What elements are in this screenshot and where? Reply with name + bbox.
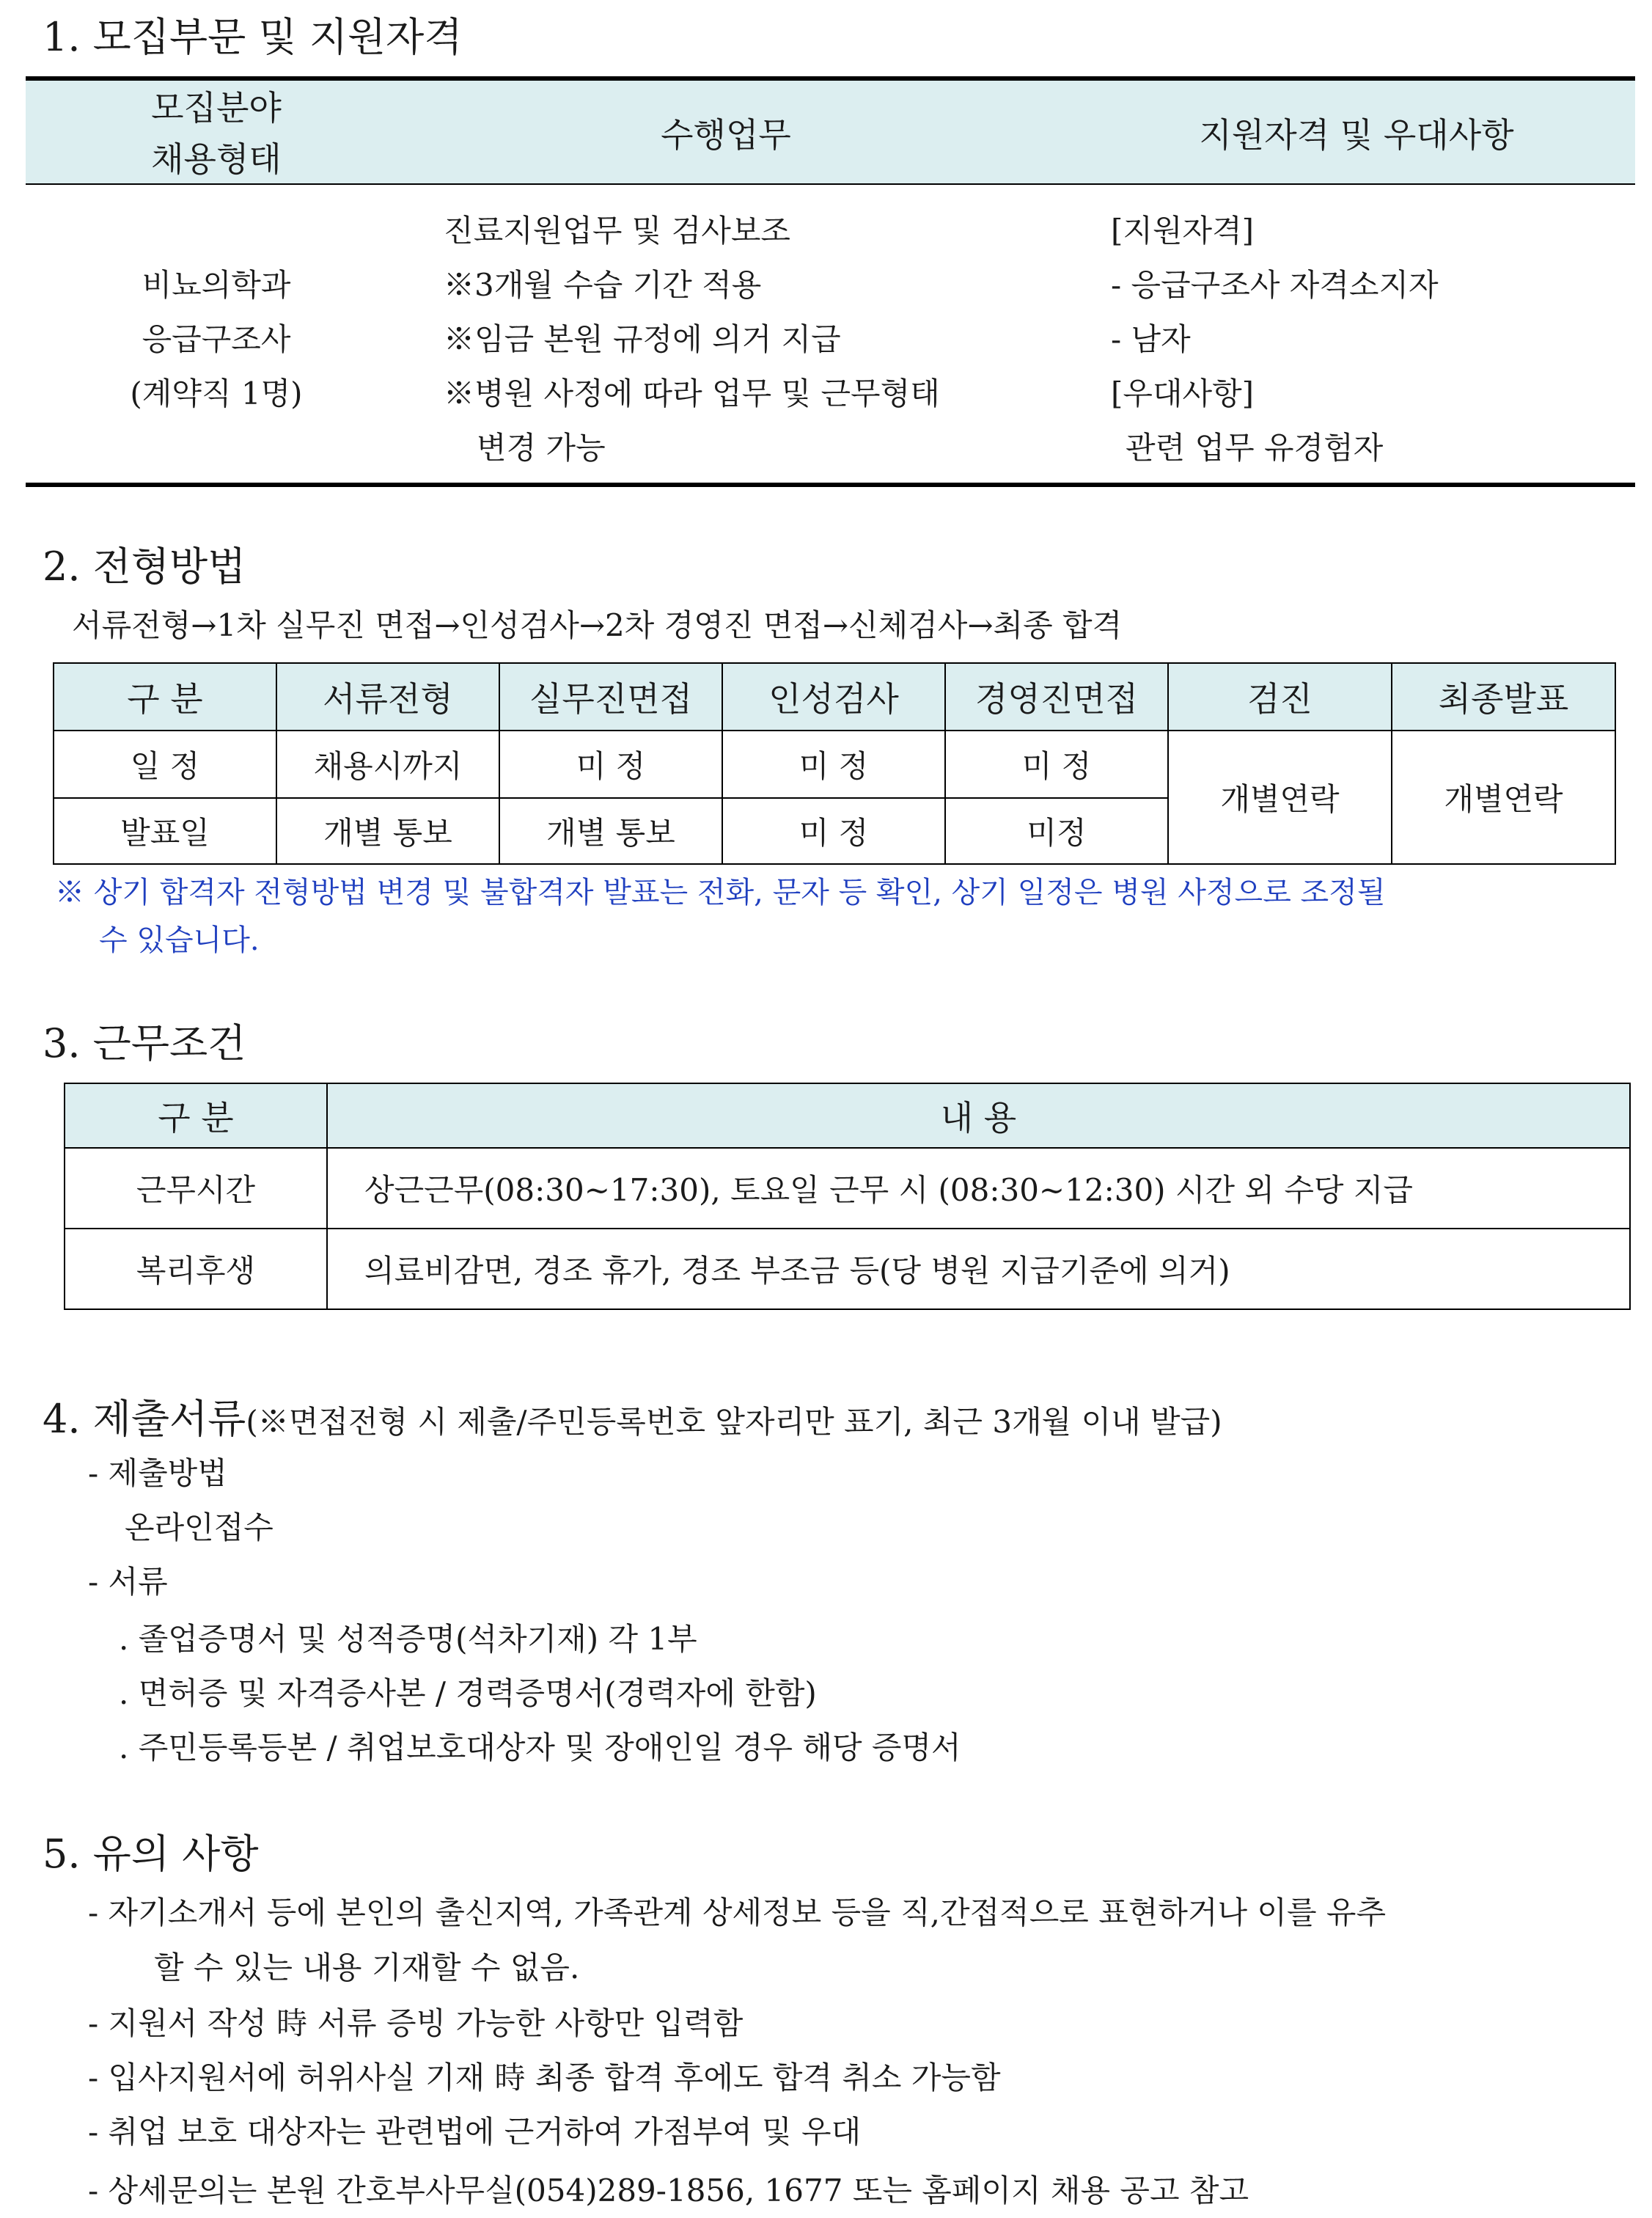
table3-label: 근무시간 <box>65 1148 327 1229</box>
table3-header-row <box>65 1083 1630 1148</box>
table2-cell: 채용시까지 <box>276 731 499 798</box>
table2-cell: 개별 통보 <box>276 798 499 864</box>
table2-header-row <box>54 663 1615 731</box>
caution-list <box>88 1996 1249 2218</box>
table2-cell: 미 정 <box>722 798 945 864</box>
table1-header-duties: 수행업무 <box>661 115 791 155</box>
field-dept: 비뇨의학과 <box>142 267 291 303</box>
table3-label: 복리후생 <box>65 1229 327 1309</box>
table2-cell: 발표일 <box>54 798 276 864</box>
caution-item: - 입사지원서에 허위사실 기재 時 최종 합격 후에도 합격 취소 가능함 <box>88 2060 1001 2096</box>
header-field-line2: 채용형태 <box>151 139 282 179</box>
table2-header-staff-interview: 실무진면접 <box>499 663 722 731</box>
header-field-line1: 모집분야 <box>151 88 282 128</box>
section4-title-row <box>43 1388 1222 1444</box>
duty-item: ※병원 사정에 따라 업무 및 근무형태 <box>444 376 940 411</box>
table2-cell: 미 정 <box>945 731 1168 798</box>
document-item: . 면허증 및 자격증사본 / 경력증명서(경력자에 한함) <box>119 1675 817 1711</box>
table2-cell-merged: 개별연락 <box>1392 731 1615 864</box>
submission-method-value: 온라인접수 <box>125 1509 274 1545</box>
table2-row-schedule <box>54 731 1615 798</box>
table2-cell: 일 정 <box>54 731 276 798</box>
documents-list <box>119 1612 961 1775</box>
table2-cell: 미 정 <box>499 731 722 798</box>
qualification-item: - 응급구조사 자격소지자 <box>1111 267 1439 303</box>
document-item: . 졸업증명서 및 성적증명(석차기재) 각 1부 <box>119 1621 697 1657</box>
qualification-item: [지원자격] <box>1111 213 1255 249</box>
table3-content: 의료비감면, 경조 휴가, 경조 부조금 등(당 병원 지급기준에 의거) <box>327 1229 1630 1309</box>
table1-bottom-rule <box>26 483 1635 487</box>
table2-header-category: 구 분 <box>54 663 276 731</box>
table1-header-field <box>139 82 293 185</box>
table1-qualifications-cell <box>1111 204 1439 475</box>
field-position: 응급구조사 <box>142 321 291 357</box>
caution-item: - 지원서 작성 時 서류 증빙 가능한 사항만 입력함 <box>88 2005 744 2041</box>
table2-cell: 미정 <box>945 798 1168 864</box>
table3-row-hours <box>65 1148 1630 1229</box>
section2-title: 2. 전형방법 <box>43 543 246 590</box>
duty-item: 변경 가능 <box>477 430 606 466</box>
section4-title-note: (※면접전형 시 제출/주민등록번호 앞자리만 표기, 최근 3개월 이내 발급) <box>246 1404 1222 1440</box>
selection-flow: 서류전형→1차 실무진 면접→인성검사→2차 경영진 면접→신체검사→최종 합격 <box>72 607 1123 643</box>
table3-row-benefits <box>65 1229 1630 1309</box>
qualification-item: 관련 업무 유경험자 <box>1126 430 1384 466</box>
submission-method-label: - 제출방법 <box>88 1455 227 1491</box>
caution-item: - 자기소개서 등에 본인의 출신지역, 가족관계 상세정보 등을 직,간접적으로 표현하거나 이를 유추 <box>88 1895 1387 1930</box>
table2-header-medical-check: 검진 <box>1168 663 1392 731</box>
table2-header-executive-interview: 경영진면접 <box>945 663 1168 731</box>
selection-note-line1: ※ 상기 합격자 전형방법 변경 및 불합격자 발표는 전화, 문자 등 확인, 상기 일정은 병원 사정으로 조정될 <box>55 876 1386 909</box>
duty-item: ※임금 본원 규정에 의거 지급 <box>444 321 841 357</box>
duty-item: 진료지원업무 및 검사보조 <box>444 213 790 249</box>
section3-title: 3. 근무조건 <box>43 1020 246 1066</box>
table2-cell: 개별 통보 <box>499 798 722 864</box>
table2-header-personality-test: 인성검사 <box>722 663 945 731</box>
table1-header-qualifications: 지원자격 및 우대사항 <box>1199 115 1514 155</box>
qualification-item: - 남자 <box>1111 321 1191 357</box>
duty-item: ※3개월 수습 기간 적용 <box>444 267 762 303</box>
section5-title: 5. 유의 사항 <box>43 1831 259 1877</box>
table1-field-cell <box>110 258 323 421</box>
table2-cell-merged: 개별연락 <box>1168 731 1392 864</box>
table3-header-category: 구 분 <box>65 1083 327 1148</box>
table2-cell: 미 정 <box>722 731 945 798</box>
table3-content: 상근근무(08:30~17:30), 토요일 근무 시 (08:30~12:30) 시간 외 수당 지급 <box>327 1148 1630 1229</box>
work-conditions-table <box>64 1083 1631 1310</box>
selection-note-line2: 수 있습니다. <box>99 923 260 957</box>
table1-duties-cell <box>444 204 940 475</box>
caution-item: - 취업 보호 대상자는 관련법에 근거하여 가점부여 및 우대 <box>88 2114 862 2150</box>
table1-top-rule <box>26 76 1635 81</box>
documents-label: - 서류 <box>88 1564 168 1600</box>
section4-title: 4. 제출서류 <box>43 1396 246 1442</box>
section1-title: 1. 모집부문 및 지원자격 <box>43 14 463 60</box>
caution-item: - 상세문의는 본원 간호부사무실(054)289-1856, 1677 또는 홈페이지 채용 공고 참고 <box>88 2173 1249 2208</box>
selection-schedule-table <box>53 662 1616 865</box>
table2-header-final-announcement: 최종발표 <box>1392 663 1615 731</box>
table3-header-content: 내 용 <box>327 1083 1630 1148</box>
qualification-item: [우대사항] <box>1111 376 1255 411</box>
table2-header-document: 서류전형 <box>276 663 499 731</box>
caution-item-continued: 할 수 있는 내용 기재할 수 없음. <box>154 1950 580 1985</box>
field-contract: (계약직 1명) <box>130 376 303 411</box>
document-item: . 주민등록등본 / 취업보호대상자 및 장애인일 경우 해당 증명서 <box>119 1730 961 1765</box>
